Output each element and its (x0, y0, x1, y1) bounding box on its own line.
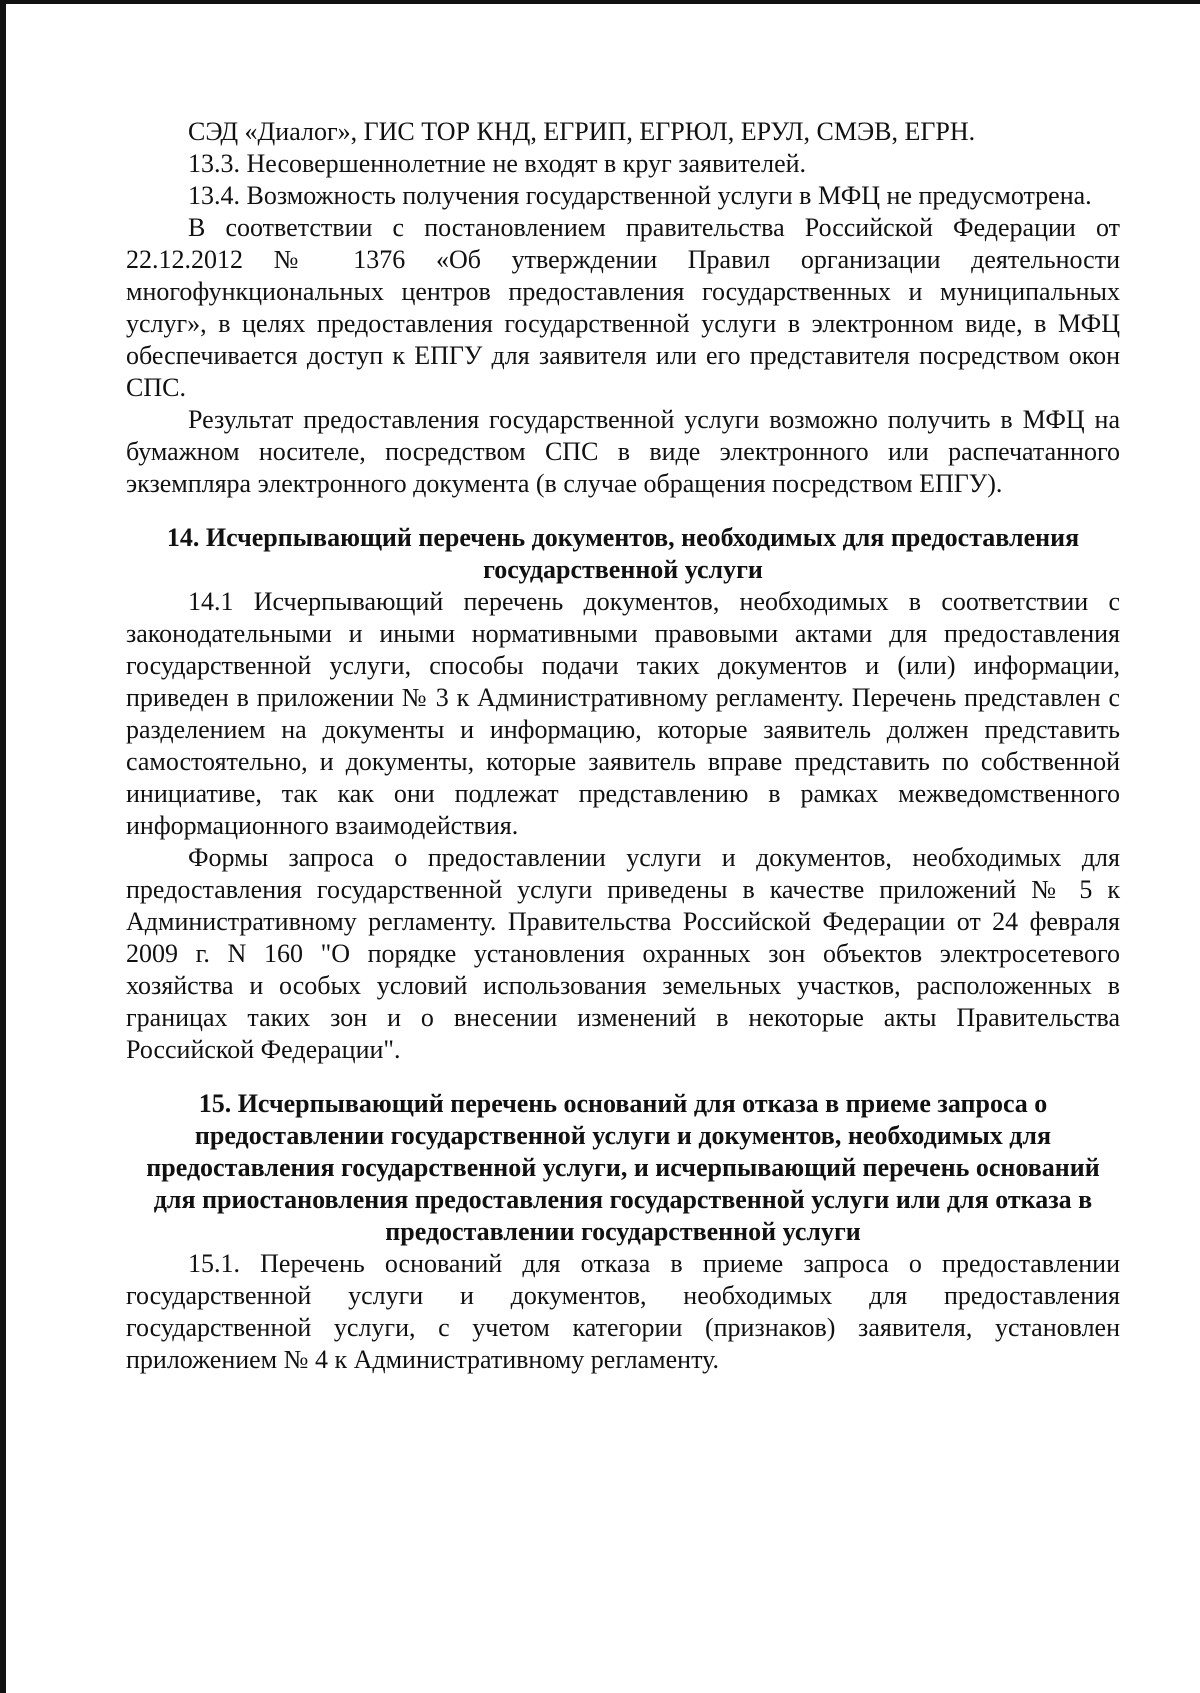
paragraph-mfc-access: В соответствии с постановлением правительства Российской Федерации от 22.12.2012 № 1376 «Об утверждении Правил организации деятельности многофункциональных центров предоставления государственных и муниципальных услуг», в целях предоставления государственной услуги в электронном виде, в МФЦ обеспечивается доступ к ЕПГУ для заявителя или его представителя посредством окон СПС. (126, 213, 1120, 402)
document-body (126, 116, 1120, 1376)
section-spacer (126, 500, 1120, 522)
paragraph-13-3: 13.3. Несовершеннолетние не входят в круг заявителей. (188, 149, 807, 178)
paragraph-15-1: 15.1. Перечень оснований для отказа в приеме запроса о предоставлении государственной услуги и документов, необходимых для предоставления государственной услуги, с учетом категории (признаков) заявителя, установлен приложением № 4 к Административному регламенту. (126, 1249, 1120, 1374)
section-15-heading: 15. Исчерпывающий перечень оснований для отказа в приеме запроса о предоставлении государственной услуги и документов, необходимых для предоставления государственной услуги, и исчерпывающий перечень оснований для приостановления предоставления государственной услуги или для отказа в предоставлении государственной услуги (146, 1089, 1100, 1246)
section-spacer (126, 1066, 1120, 1088)
section-14-heading: 14. Исчерпывающий перечень документов, необходимых для предоставления государственной услуги (166, 523, 1080, 584)
paragraph-result-delivery: Результат предоставления государственной услуги возможно получить в МФЦ на бумажном носителе, посредством СПС в виде электронного или распечатанного экземпляра электронного документа (в случае обращения посредством ЕПГУ). (126, 405, 1120, 498)
paragraph-13-4: 13.4. Возможность получения государственной услуги в МФЦ не предусмотрена. (188, 181, 1092, 210)
paragraph-request-forms: Формы запроса о предоставлении услуги и документов, необходимых для предоставления государственной услуги приведены в качестве приложений № 5 к Административному регламенту. Правительства Российской Федерации от 24 февраля 2009 г. N 160 "О порядке установления охранных зон объектов электросетевого хозяйства и особых условий использования земельных участков, расположенных в границах таких зон и о внесении изменений в некоторые акты Правительства Российской Федерации". (126, 843, 1120, 1064)
paragraph-systems-list: СЭД «Диалог», ГИС ТОР КНД, ЕГРИП, ЕГРЮЛ, ЕРУЛ, СМЭВ, ЕГРН. (188, 117, 976, 146)
paragraph-14-1: 14.1 Исчерпывающий перечень документов, необходимых в соответствии с законодательными и иными нормативными правовыми актами для предоставления государственной услуги, способы подачи таких документов и (или) информации, приведен в приложении № 3 к Административному регламенту. Перечень представлен с разделением на документы и информацию, которые заявитель должен представить самостоятельно, и документы, которые заявитель вправе представить по собственной инициативе, так как они подлежат представлению в рамках межведомственного информационного взаимодействия. (126, 587, 1120, 840)
